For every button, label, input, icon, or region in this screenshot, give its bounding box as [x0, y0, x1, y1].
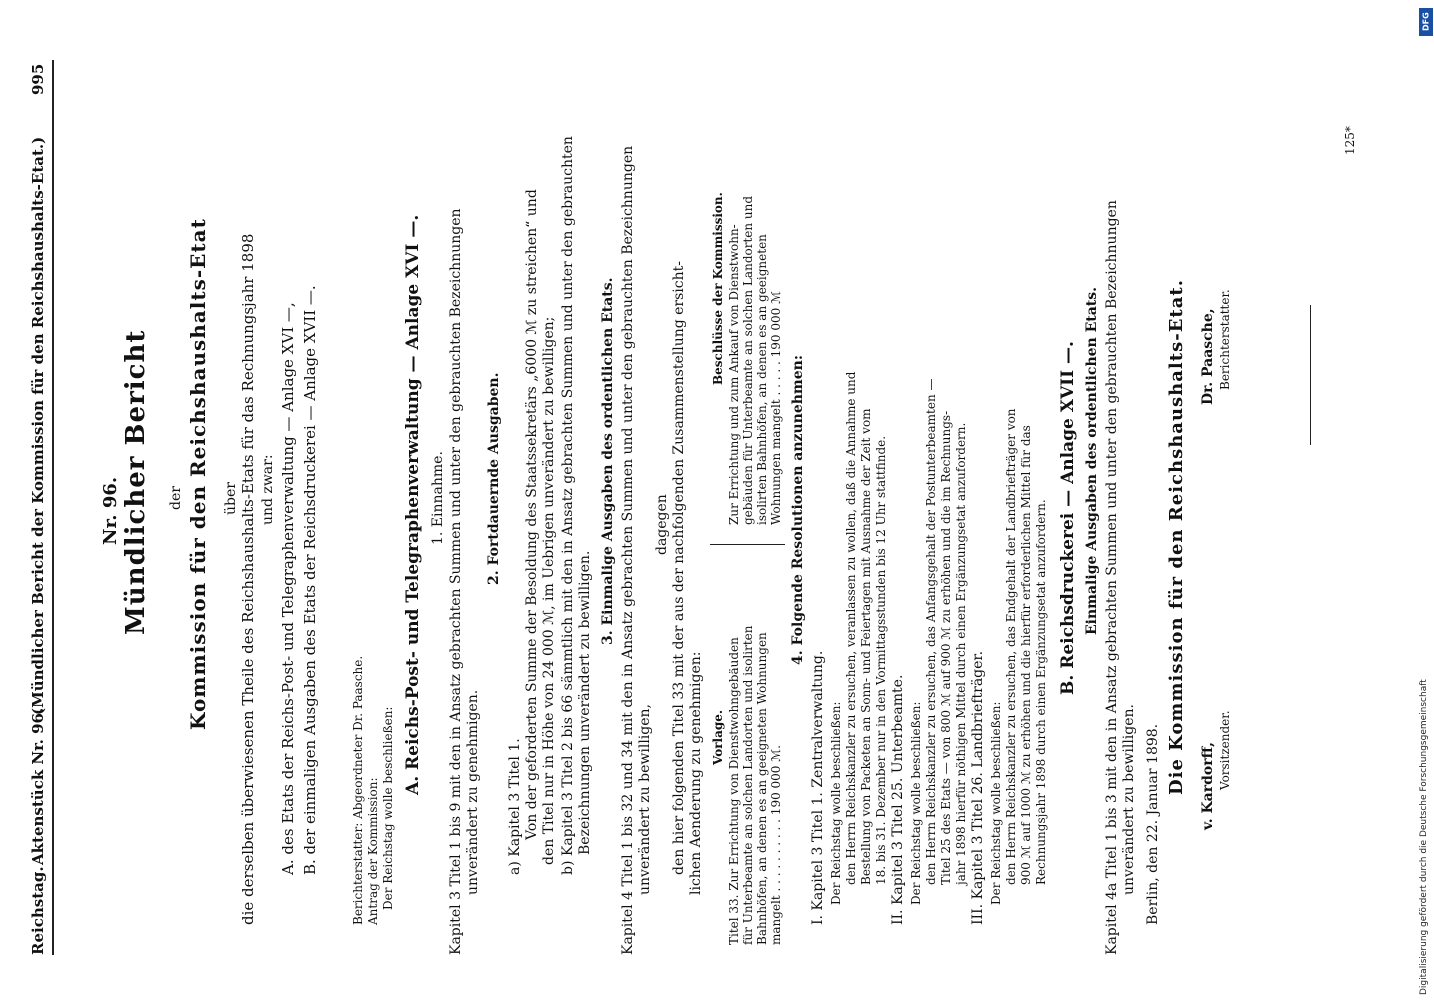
- beschluss-line1: Zur Errichtung und zum Ankauf von Dienstwohn-: [727, 224, 741, 525]
- kap4-line1: Kapitel 4 Titel 1 bis 32 und 34 mit den in Ansatz gebrachten Summen und unter den gebrauchten Bezeichnungen: [620, 145, 636, 955]
- res1-line5: 18. bis 31. Dezember nur in den Vormittagsstunden bis 12 Uhr stattfinde.: [874, 435, 888, 885]
- chair-role: Vorsitzender.: [1218, 710, 1232, 790]
- section-a-sub1: 1. Einnahme.: [430, 451, 446, 545]
- section-a-title: A. Reichs-Post- und Telegraphenverwaltung — Anlage XVI —.: [403, 214, 423, 795]
- header-rule: [52, 60, 54, 955]
- report-number: Nr. 96.: [100, 476, 121, 545]
- document-page: [20, 45, 1380, 965]
- section-a-sub4: 4. Folgende Resolutionen anzunehmen:: [790, 355, 806, 665]
- footer-rule: [1310, 305, 1311, 445]
- vorlage-line1: Titel 33. Zur Errichtung von Dienstwohngebäuden: [727, 637, 741, 945]
- antrag-beschliessen: Der Reichstag wolle beschließen:: [381, 706, 395, 910]
- antrag-label: Antrag der Kommission:: [366, 777, 380, 925]
- kap4-line2: unverändert zu bewilligen,: [637, 704, 653, 895]
- beschluss-line4: Wohnungen mangelt . . . . . 190 000 ℳ: [769, 291, 783, 525]
- kap4a-line1: Kapitel 4a Titel 1 bis 3 mit den in Ansatz gebrachten Summen und unter den gebrauchten Bezeichnungen: [1104, 200, 1120, 955]
- res1-line2: Der Reichstag wolle beschließen:: [829, 701, 843, 905]
- res1-line3: den Herrn Reichskanzler zu ersuchen, veranlassen zu wollen, daß die Annahme und: [844, 371, 858, 885]
- a-line3: den Titel nur in Höhe von 24 000 ℳ, im Uebrigen unverändert zu bewilligen;: [541, 316, 557, 865]
- res2-line4: Titel 25 des Etats — von 800 ℳ auf 900 ℳ zu erhöhen und die im Rechnungs-: [939, 410, 953, 885]
- rapporteur: Berichterstatter: Abgeordneter Dr. Paasche.: [351, 655, 365, 925]
- rapporteur-role: Berichterstatter.: [1218, 289, 1232, 390]
- a-line2: Von der geforderten Summe der Besoldung des Staatssekretärs „6000 ℳ zu streichen“ und: [524, 189, 540, 840]
- beschluesse-header: Beschlüsse der Kommission.: [711, 192, 725, 385]
- digitization-note: Digitalisierung gefördert durch die Deutsche Forschungsgemeinschaft: [1419, 679, 1429, 995]
- section-b-title: B. Reichsdruckerei — Anlage XVII —.: [1058, 341, 1078, 695]
- vorlage-line3: Bahnhöfen, an denen es an geeigneten Wohnungen: [755, 632, 769, 945]
- kap3-line2: unverändert zu genehmigen.: [465, 689, 481, 895]
- res1-line4: Bestellung von Packeten an Sonn- und Feiertagen mit Ausnahme der Zeit vom: [859, 408, 873, 885]
- commission-title: Kommission für den Reichshaushalts-Etat: [186, 218, 210, 730]
- vorlage-header: Vorlage.: [711, 709, 725, 765]
- closing-date: Berlin, den 22. Januar 1898.: [1145, 723, 1161, 925]
- chair-name: v. Kardorff,: [1200, 742, 1216, 830]
- kap4a-line2: unverändert zu bewilligen.: [1121, 704, 1137, 895]
- intro-item-b: B. der einmaligen Ausgaben des Etats der Reichsdruckerei — Anlage XVII —.: [301, 285, 319, 875]
- dagegen: dagegen: [654, 494, 670, 555]
- rapporteur-name: Dr. Paasche,: [1200, 308, 1216, 405]
- res3-line1: III. Kapitel 3 Titel 26. Landbriefträger.: [970, 650, 986, 925]
- intro-item-a: A. des Etats der Reichs-Post- und Telegraphenverwaltung — Anlage XVI —,: [279, 302, 297, 875]
- section-a-sub2: 2. Fortdauernde Ausgaben.: [486, 372, 502, 585]
- dfg-logo: DFG: [1419, 8, 1433, 36]
- res2-line1: II. Kapitel 3 Titel 25. Unterbeamte.: [890, 674, 906, 925]
- vorlage-line2: für Unterbeamte an solchen Landorten und isolirten: [741, 625, 755, 945]
- page-number: 995: [29, 63, 47, 95]
- header-left: Reichstag.: [29, 866, 47, 955]
- heading-der: der: [168, 486, 184, 510]
- intro-und-zwar: und zwar:: [260, 454, 276, 525]
- res2-line2: Der Reichstag wolle beschließen:: [909, 701, 923, 905]
- res1-line1: I. Kapitel 3 Titel 1. Zentralverwaltung.: [810, 650, 826, 925]
- section-a-sub3: 3. Einmalige Ausgaben des ordentlichen Etats.: [600, 277, 616, 645]
- beschluss-line2: gebäuden für Unterbeamte an solchen Landorten und: [741, 195, 755, 525]
- beschluss-line3: isolirten Bahnhöfen, an denen es an geeigneten: [755, 234, 769, 525]
- res3-line4: 900 ℳ auf 1000 ℳ zu erhöhen und die hierfür erforderlichen Mittel für das: [1019, 425, 1033, 885]
- intro-line: die derselben überwiesenen Theile des Reichshaushalts-Etats für das Rechnungsjahr 1898: [239, 233, 257, 925]
- heading-ueber: über: [223, 482, 239, 515]
- t33-line1: den hier folgenden Titel 33 mit der aus der nachfolgenden Zusammenstellung ersicht-: [671, 261, 687, 875]
- b-line1: b) Kapitel 3 Titel 2 bis 66 sämmtlich mit den in Ansatz gebrachten Summen und unter den gebrauchten: [560, 136, 576, 875]
- report-title: Mündlicher Bericht: [121, 329, 151, 635]
- header-middle: Aktenstück Nr. 96.: [29, 707, 47, 865]
- kap3-line1: Kapitel 3 Titel 1 bis 9 mit den in Ansatz gebrachten Summen und unter den gebrauchten Bezeichnungen: [448, 208, 464, 955]
- b-line2: Bezeichnungen unverändert zu bewilligen.: [577, 550, 593, 855]
- res3-line5: Rechnungsjahr 1898 durch einen Ergänzungsetat anzufordern.: [1034, 499, 1048, 885]
- res3-line3: den Herrn Reichskanzler zu ersuchen, das Endgehalt der Landbriefträger von: [1004, 408, 1018, 885]
- a-line1: a) Kapitel 3 Titel 1.: [507, 738, 523, 875]
- footer-mark: 125*: [1343, 126, 1357, 155]
- column-divider: [710, 544, 785, 545]
- section-b-sub: Einmalige Ausgaben des ordentlichen Etats.: [1084, 286, 1100, 635]
- res3-line2: Der Reichstag wolle beschließen:: [989, 701, 1003, 905]
- t33-line2: lichen Aenderung zu genehmigen:: [688, 651, 704, 895]
- res2-line3: den Herrn Reichskanzler zu ersuchen, das Anfangsgehalt der Postunterbeamten —: [924, 378, 938, 885]
- closing-commission: Die Kommission für den Reichshaushalts-Etat.: [1166, 279, 1187, 795]
- header-title: (Mündlicher Bericht der Kommission für den Reichshaushalts-Etat.): [29, 136, 47, 715]
- vorlage-line4: mangelt . . . . . . . . . . 190 000 ℳ.: [769, 745, 783, 945]
- res2-line5: jahr 1898 hierfür nöthigen Mittel durch einen Ergänzungsetat anzufordern.: [954, 422, 968, 885]
